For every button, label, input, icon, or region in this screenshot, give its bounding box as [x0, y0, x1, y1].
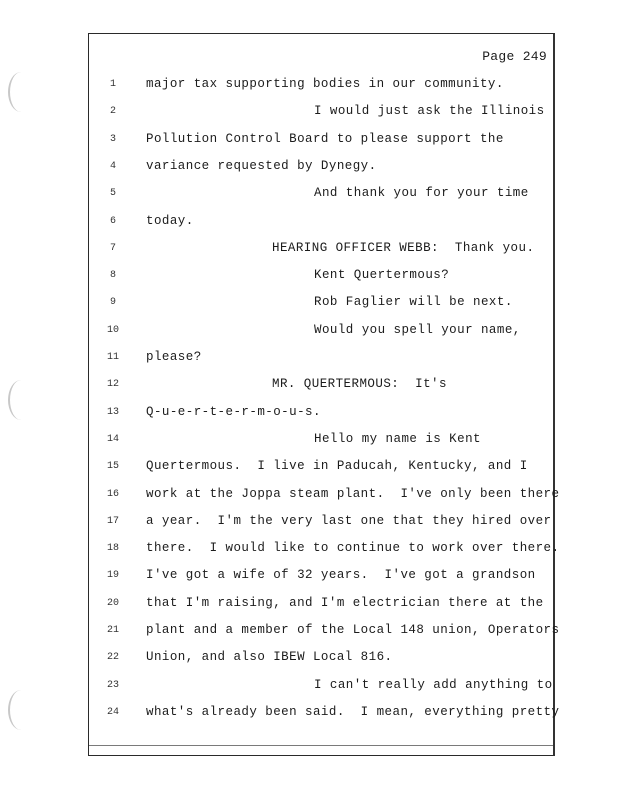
transcript-line-text: Union, and also IBEW Local 816. [146, 650, 393, 665]
transcript-line-text: please? [146, 350, 202, 364]
line-number: 9 [109, 297, 116, 309]
line-number: 21 [106, 625, 119, 636]
line-number: 18 [106, 543, 119, 555]
line-number: 16 [106, 488, 119, 500]
bottom-rule [89, 745, 553, 746]
transcript-line-text: Pollution Control Board to please support the [146, 131, 504, 146]
line-number: 3 [109, 133, 116, 145]
line-number: 10 [106, 324, 119, 336]
binder-hole-middle [8, 380, 34, 420]
transcript-line-text: I can't really add anything to [314, 677, 553, 692]
transcript-line-text: Rob Faglier will be next. [314, 295, 513, 310]
transcript-line-text: Q-u-e-r-t-e-r-m-o-u-s. [146, 404, 321, 419]
transcript-line-text: plant and a member of the Local 148 union, Operators [146, 623, 560, 637]
line-number: 15 [106, 461, 119, 473]
line-number: 13 [106, 406, 119, 418]
line-number: 17 [106, 515, 119, 527]
transcript-line-text: work at the Joppa steam plant. I've only been there [146, 486, 560, 501]
transcript-line-text: there. I would like to continue to work over there. [146, 541, 560, 556]
transcript-line-text: I've got a wife of 32 years. I've got a grandson [146, 568, 536, 583]
binder-hole-top [8, 72, 34, 112]
transcript-line-text: what's already been said. I mean, everything pretty [146, 704, 560, 719]
line-number: 22 [106, 652, 119, 664]
line-number: 6 [109, 215, 116, 227]
transcript-line-text: today. [146, 213, 194, 228]
transcript-line-text: Quertermous. I live in Paducah, Kentucky, and I [146, 459, 528, 474]
binder-hole-bottom [8, 690, 34, 730]
transcript-page-frame [88, 33, 560, 756]
transcript-line-text: major tax supporting bodies in our community. [146, 77, 504, 91]
transcript-line-text: a year. I'm the very last one that they hired over [146, 513, 552, 528]
line-number: 14 [106, 433, 119, 445]
line-number: 23 [106, 679, 119, 691]
transcript-line-text: Hello my name is Kent [314, 431, 481, 446]
line-number: 7 [109, 242, 116, 254]
line-number: 4 [109, 160, 116, 172]
line-number: 11 [106, 352, 119, 363]
transcript-line-text: that I'm raising, and I'm electrician there at the [146, 595, 544, 610]
transcript-line-text: And thank you for your time [314, 186, 529, 201]
transcript-line-text: MR. QUERTERMOUS: It's [272, 377, 447, 392]
transcript-line-text: variance requested by Dynegy. [146, 158, 377, 173]
line-number: 24 [106, 706, 119, 718]
transcript-line-text: HEARING OFFICER WEBB: Thank you. [272, 240, 535, 255]
line-number: 20 [106, 597, 119, 609]
transcript-line-text: Kent Quertermous? [314, 268, 450, 283]
line-number: 1 [109, 79, 116, 90]
page-number-label: Page 249 [482, 49, 547, 64]
transcript-line-text: I would just ask the Illinois [314, 104, 545, 119]
line-number: 12 [106, 379, 119, 391]
transcript-line-text: Would you spell your name, [314, 322, 521, 337]
line-number: 8 [109, 270, 116, 282]
line-number: 5 [109, 188, 116, 200]
line-number: 2 [109, 106, 116, 118]
line-number: 19 [106, 570, 119, 582]
